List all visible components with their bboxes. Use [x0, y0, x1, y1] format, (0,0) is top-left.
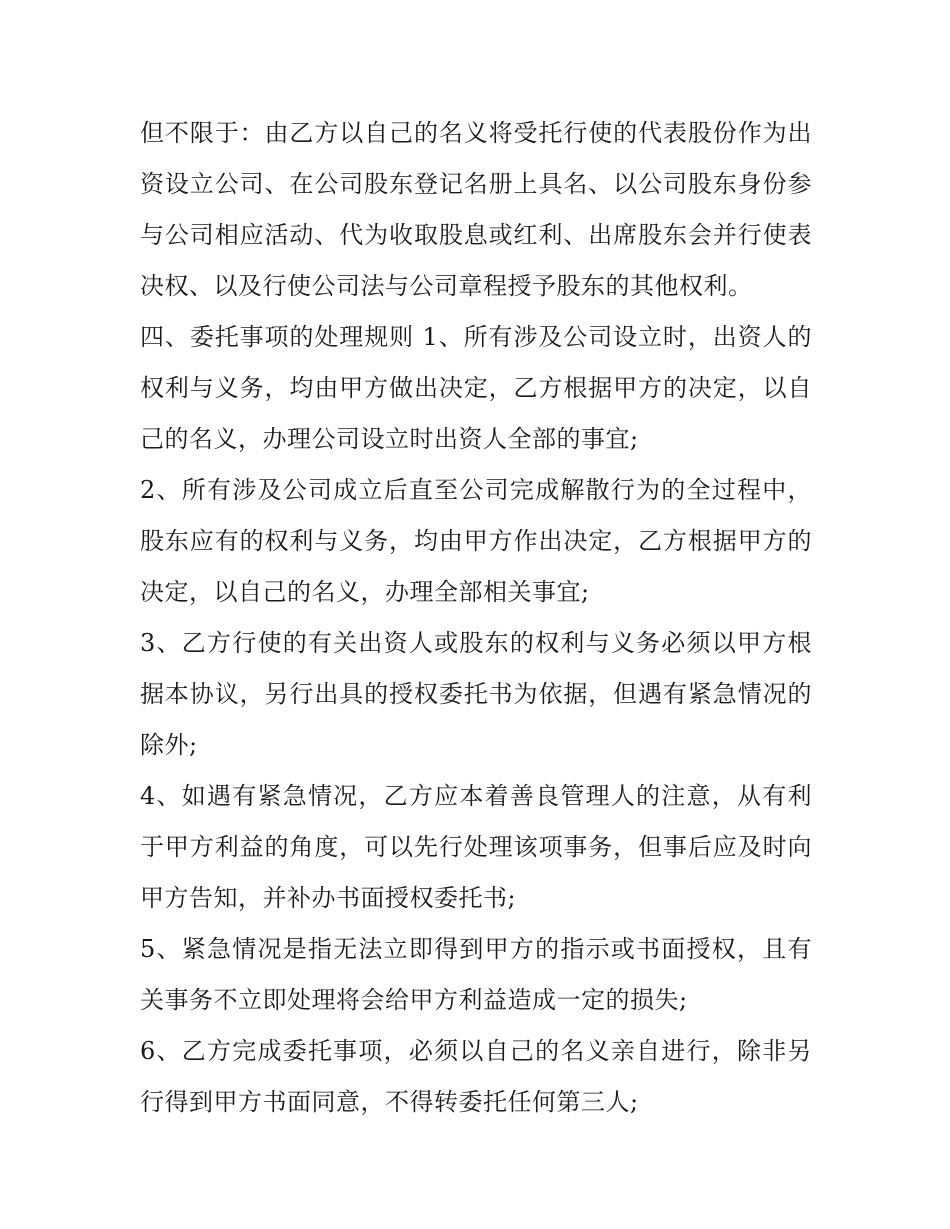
paragraph-shareholder-rights: 但不限于：由乙方以自己的名义将受托行使的代表股份作为出资设立公司、在公司股东登记名册上具名、以公司股东身份参与公司相应活动、代为收取股息或红利、出席股东会并行使表决权、以及行使公司法与公司章程授予股东的其他权利。 — [140, 119, 812, 300]
paragraph-rule-6: 6、乙方完成委托事项，必须以自己的名义亲自进行，除非另行得到甲方书面同意，不得转委托任何第三人; — [140, 1037, 812, 1116]
paragraph-rule-2: 2、所有涉及公司成立后直至公司完成解散行为的全过程中，股东应有的权利与义务，均由甲方作出决定，乙方根据甲方的决定，以自己的名义，办理全部相关事宜; — [140, 476, 812, 606]
paragraph-rule-3: 3、乙方行使的有关出资人或股东的权利与义务必须以甲方根据本协议，另行出具的授权委托书为依据，但遇有紧急情况的除外; — [140, 629, 812, 759]
document-body — [140, 108, 812, 1128]
paragraph-rule-1: 四、委托事项的处理规则 1、所有涉及公司设立时，出资人的权利与义务，均由甲方做出决定，乙方根据甲方的决定，以自己的名义，办理公司设立时出资人全部的事宜; — [140, 323, 812, 453]
paragraph-rule-4: 4、如遇有紧急情况，乙方应本着善良管理人的注意，从有利于甲方利益的角度，可以先行处理该项事务，但事后应及时向甲方告知，并补办书面授权委托书; — [140, 782, 812, 912]
paragraph-rule-5: 5、紧急情况是指无法立即得到甲方的指示或书面授权，且有关事务不立即处理将会给甲方利益造成一定的损失; — [140, 935, 812, 1014]
